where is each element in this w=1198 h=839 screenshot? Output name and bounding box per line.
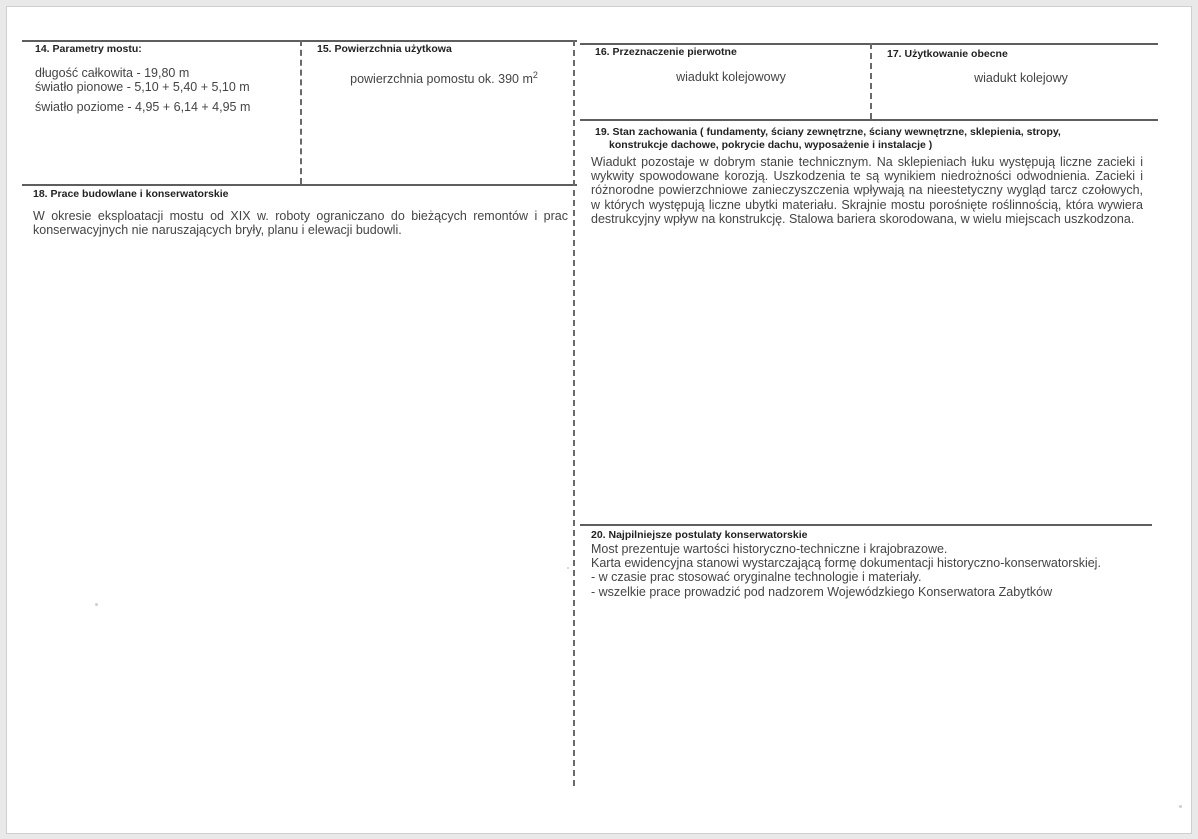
rule-v-14-15 [300, 40, 302, 184]
field-19-title-line1: 19. Stan zachowania ( fundamenty, ściany zewnętrzne, ściany wewnętrzne, sklepienia, stropy, [595, 126, 1061, 138]
record-card [6, 6, 1192, 834]
field-construction-works [33, 188, 568, 237]
field-current-use [887, 48, 1155, 85]
deck-area-unit-exponent: 2 [532, 70, 538, 80]
postulate-supervision: - wszelkie prace prowadzić pod nadzorem Wojewódzkiego Konserwatora Zabytków [591, 584, 1053, 599]
vertical-clearance: światło pionowe - 5,10 + 5,40 + 5,10 m [35, 80, 250, 94]
rule-field-19 [580, 119, 1158, 121]
field-conservation-postulates [591, 529, 1143, 599]
field-18-title: 18. Prace budowlane i konserwatorskie [33, 188, 229, 200]
paper-speck [95, 603, 98, 606]
field-original-purpose [595, 46, 867, 84]
field-condition [591, 126, 1143, 226]
original-purpose-value: wiadukt kolejowowy [676, 70, 786, 84]
total-length: długość całkowita - 19,80 m [35, 66, 190, 80]
field-19-title-line2: konstrukcje dachowe, pokrycie dachu, wyposażenie i instalacje ) [609, 139, 933, 151]
postulate-documentation: Karta ewidencyjna stanowi wystarczającą formę dokumentacji historyczno-konserwatorskiej. [591, 556, 1101, 571]
condition-text: Wiadukt pozostaje w dobrym stanie technicznym. Na sklepieniach łuku występują liczne zacieki i wykwity spowodowane korozją. Uszkodzenia te są wynikiem niedrożności odwodnienia. Zacieki i różnorodne powierzchniowe zanieczyszczenia wpływają na nieestetyczny wygląd tarcz czołowych, w których występują liczne ubytki materiału. Skrajnie mostu porośnięte roślinnością, która wywiera destrukcyjny wpływ na konstrukcję. Stalowa bariera skorodowana, w wielu miejscach uszkodzona. [591, 155, 1143, 226]
field-15-title: 15. Powierzchnia użytkowa [317, 43, 452, 55]
postulate-technology: - w czasie prac stosować oryginalne technologie i materiały. [591, 570, 922, 585]
current-use-value: wiadukt kolejowy [974, 71, 1068, 85]
postulate-value-statement: Most prezentuje wartości historyczno-techniczne i krajobrazowe. [591, 542, 948, 556]
construction-works-text: W okresie eksploatacji mostu od XIX w. roboty ograniczano do bieżących remontów i prac konserwacyjnych nie naruszających bryły, planu i elewacji budowli. [33, 209, 568, 238]
rule-field-18 [22, 184, 577, 186]
paper-speck [1179, 805, 1182, 808]
horizontal-clearance: światło poziome - 4,95 + 6,14 + 4,95 m [35, 100, 251, 114]
rule-top-right [580, 43, 1158, 45]
rule-field-20 [580, 524, 1152, 526]
deck-area [317, 68, 571, 86]
field-bridge-parameters [35, 43, 297, 114]
deck-area-value: powierzchnia pomostu ok. 390 m [350, 72, 533, 87]
field-16-title: 16. Przeznaczenie pierwotne [595, 46, 737, 58]
rule-v-center [573, 40, 575, 786]
paper-speck [567, 567, 569, 569]
field-20-title: 20. Najpilniejsze postulaty konserwatorskie [591, 529, 808, 541]
field-14-title: 14. Parametry mostu: [35, 43, 142, 55]
field-usable-area [317, 43, 571, 86]
rule-v-16-17 [870, 43, 872, 119]
field-17-title: 17. Użytkowanie obecne [887, 48, 1008, 60]
